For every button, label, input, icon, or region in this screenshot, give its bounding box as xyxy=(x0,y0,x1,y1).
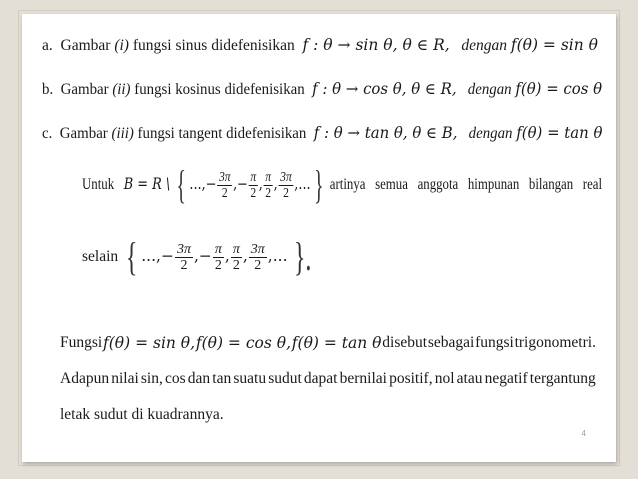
word: fungsi xyxy=(475,334,514,351)
selain-line xyxy=(82,234,317,280)
slide xyxy=(22,14,616,462)
word: tergantung xyxy=(529,370,596,387)
word: atau xyxy=(456,370,483,387)
word: Adapun xyxy=(60,370,110,387)
word: trigonometri. xyxy=(514,334,596,351)
fraction: $\frac{\pi}{2}$ xyxy=(265,169,272,201)
set-separator: , xyxy=(258,175,263,193)
mapping-formula: f : θ → tan θ, θ ∈ B, xyxy=(313,124,458,142)
fraction: $\frac{3\pi}{2}$ xyxy=(250,241,265,273)
word: sebagai xyxy=(427,334,475,351)
function-formula: f(θ) = cos θ xyxy=(515,80,603,98)
item-marker: a. xyxy=(42,37,53,54)
figure-ref: (iii) xyxy=(111,125,134,142)
set-separator: , xyxy=(273,175,278,193)
word: positif, xyxy=(389,370,433,387)
set-separator: ,− xyxy=(233,175,248,193)
set-ellipsis: ...,− xyxy=(189,175,217,193)
function-formula: f(θ) = sin θ xyxy=(510,36,599,54)
set-ellipsis: ,... xyxy=(267,247,288,265)
mapping-formula: f : θ → cos θ, θ ∈ R, xyxy=(312,80,457,98)
word: bernilai xyxy=(339,370,387,387)
mapping-formula: f : θ → sin θ, θ ∈ R, xyxy=(302,36,450,54)
dengan-word: dengan xyxy=(468,125,513,142)
set-ellipsis: ,... xyxy=(294,175,311,193)
fraction: $\frac{3\pi}{2}$ xyxy=(280,169,292,201)
set-ellipsis: ...,− xyxy=(141,247,174,265)
set-close-brace: } xyxy=(313,162,324,208)
item-c xyxy=(42,124,602,143)
item-text: fungsi sinus didefenisikan xyxy=(132,37,295,54)
untuk-rest: artinya semua anggota himpunan bilangan real xyxy=(329,176,603,193)
word: disebut xyxy=(382,334,428,351)
untuk-line xyxy=(82,162,603,208)
set-separator: , xyxy=(242,247,248,265)
item-text: Gambar xyxy=(60,37,111,54)
word: nol xyxy=(434,370,455,387)
word: nilai xyxy=(111,370,139,387)
dengan-word: dengan xyxy=(467,81,512,98)
word: suatu xyxy=(233,370,267,387)
fungsi-line xyxy=(60,334,596,352)
word: sudut xyxy=(268,370,302,387)
fraction: $\frac{\pi}{2}$ xyxy=(214,241,222,273)
item-marker: b. xyxy=(42,81,54,98)
set-separator: ,− xyxy=(193,247,212,265)
adapun-line xyxy=(60,370,596,388)
item-text: fungsi tangent didefenisikan xyxy=(137,125,307,142)
set-close-brace: }. xyxy=(293,234,311,280)
set-b-definition: B = R \ xyxy=(123,175,171,193)
item-a xyxy=(42,36,598,55)
figure-ref: (i) xyxy=(114,37,129,54)
figure-ref: (ii) xyxy=(112,81,131,98)
fraction: $\frac{\pi}{2}$ xyxy=(250,169,257,201)
page-number: 4 xyxy=(581,429,586,438)
word: cos xyxy=(164,370,186,387)
item-b xyxy=(42,80,602,99)
set-separator: , xyxy=(224,247,230,265)
letak-line: letak sudut di kuadrannya. xyxy=(60,406,224,423)
item-text: Gambar xyxy=(59,125,108,142)
function-formula: f(θ) = tan θ xyxy=(291,334,382,352)
word: dapat xyxy=(303,370,338,387)
fraction: $\frac{\pi}{2}$ xyxy=(232,241,240,273)
word: sin, xyxy=(140,370,163,387)
function-formula: f(θ) = tan θ xyxy=(516,124,603,142)
set-open-brace: { xyxy=(176,162,187,208)
fraction: $\frac{3\pi}{2}$ xyxy=(218,169,231,201)
word: tan xyxy=(212,370,232,387)
item-text: Gambar xyxy=(60,81,109,98)
word: negatif xyxy=(484,370,528,387)
function-formula: f(θ) = sin θ, xyxy=(102,334,196,352)
fraction: $\frac{3\pi}{2}$ xyxy=(176,241,191,273)
set-open-brace: { xyxy=(125,234,138,280)
selain-label: selain xyxy=(82,248,119,265)
item-marker: c. xyxy=(42,125,53,142)
function-formula: f(θ) = cos θ, xyxy=(195,334,292,352)
item-text: fungsi kosinus didefenisikan xyxy=(134,81,305,98)
untuk-label: Untuk xyxy=(82,176,115,193)
word: dan xyxy=(187,370,211,387)
dengan-word: dengan xyxy=(461,37,507,54)
word: Fungsi xyxy=(60,334,103,351)
